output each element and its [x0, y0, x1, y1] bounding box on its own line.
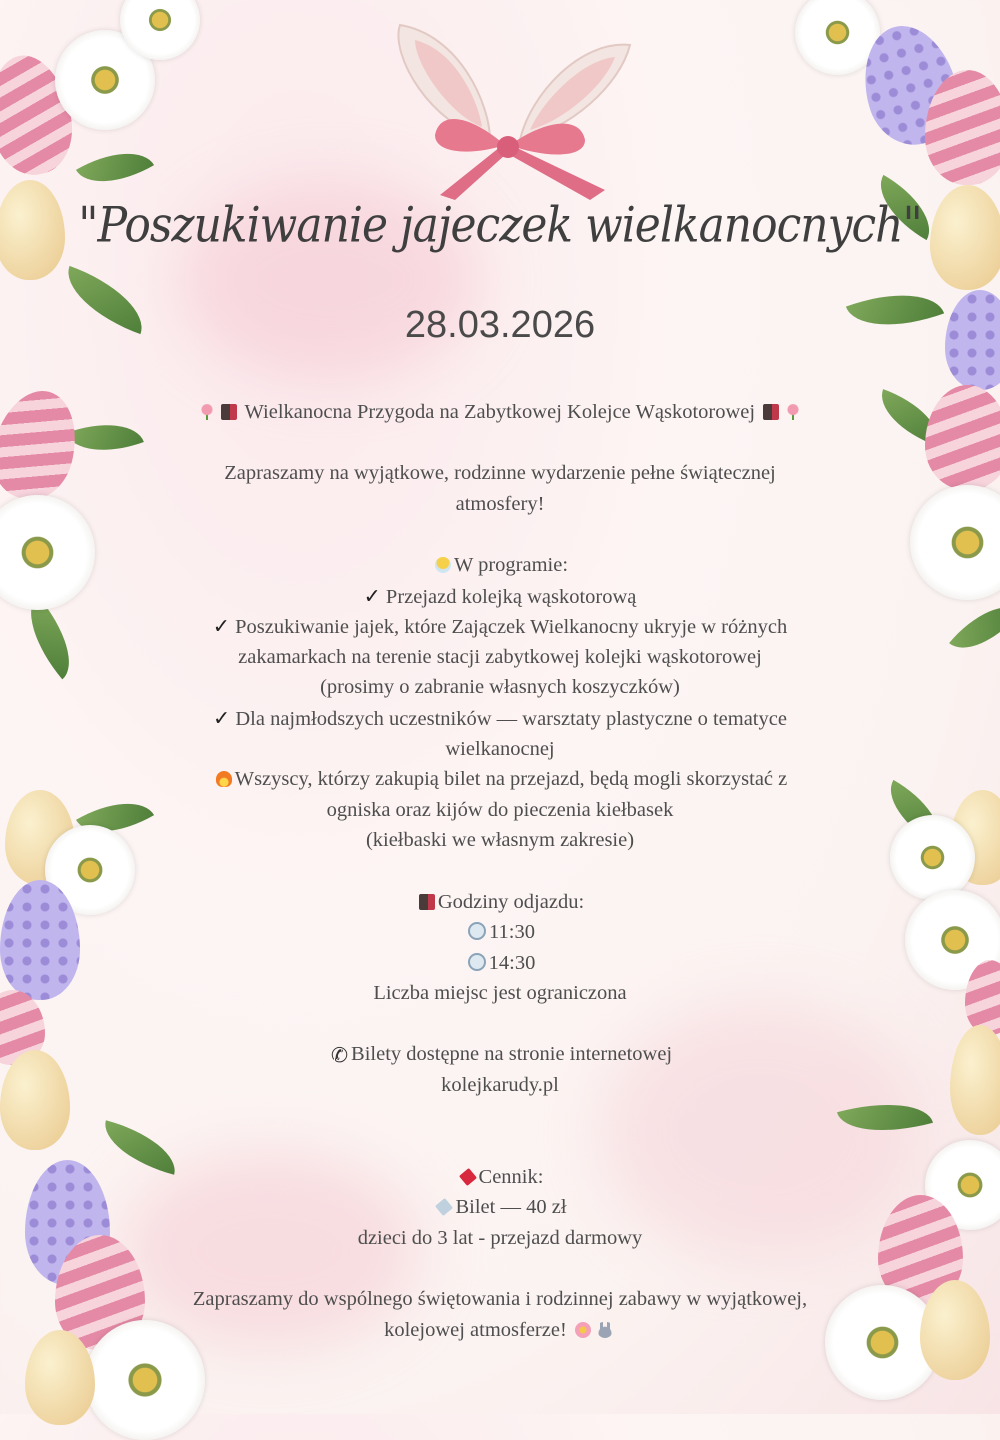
- poster-body: [0, 397, 1000, 1345]
- intro-line: Zapraszamy na wyjątkowe, rodzinne wydarzenie pełne świątecznej: [224, 462, 776, 485]
- headline: Wielkanocna Przygoda na Zabytkowej Kolejce Wąskotorowej: [0, 397, 1000, 428]
- check-icon: ✓: [213, 705, 231, 730]
- event-date: 28.03.2026: [404, 304, 596, 346]
- pricing-heading: Cennik:: [0, 1162, 1000, 1193]
- train-icon: [419, 894, 435, 910]
- clock-icon: [468, 922, 486, 940]
- poster-title: "Poszukiwanie jajeczek wielkanocnych": [78, 197, 922, 254]
- price: Bilet — 40 zł: [0, 1192, 1000, 1223]
- tulip-icon: [785, 404, 801, 420]
- program-item-cont: wielkanocnej: [445, 737, 555, 760]
- train-icon: [763, 404, 779, 420]
- clock-icon: [468, 953, 486, 971]
- program-item: ✓ Dla najmłodszych uczestników — warsztaty plastyczne o tematyce: [213, 705, 787, 730]
- chick-icon: [435, 557, 451, 573]
- tulip-icon: [199, 404, 215, 420]
- tickets-info: ✆ Bilety dostępne na stronie internetowej: [0, 1039, 1000, 1070]
- kids-note: dzieci do 3 lat - przejazd darmowy: [357, 1227, 643, 1250]
- train-icon: [221, 404, 237, 420]
- departures-heading: Godziny odjazdu:: [0, 887, 1000, 918]
- program-item-cont: ogniska oraz kijów do pieczenia kiełbasek: [326, 798, 674, 821]
- fire-icon: [216, 771, 232, 787]
- outro-line: kolejowej atmosferze!: [0, 1315, 1000, 1346]
- ticket-icon: [459, 1168, 477, 1186]
- program-item: ✓ Przejazd kolejką wąskotorową: [363, 583, 637, 608]
- check-icon: ✓: [363, 583, 381, 608]
- program-heading: W programie:: [0, 550, 1000, 581]
- program-item: ✓ Poszukiwanie jajek, które Zajączek Wielkanocny ukryje w różnych: [212, 614, 788, 639]
- leaf: [76, 135, 154, 200]
- outro-line: Zapraszamy do wspólnego świętowania i rodzinnej zabawy w wyjątkowej,: [192, 1288, 808, 1311]
- phone-icon: ✆: [330, 1043, 349, 1068]
- check-icon: ✓: [212, 614, 230, 639]
- flower-icon: [575, 1322, 591, 1338]
- rabbit-icon: [597, 1322, 613, 1338]
- program-item-cont: (kiełbaski we własnym zakresie): [365, 829, 635, 852]
- program-item-cont: zakamarkach na terenie stacji zabytkowej kolejki wąskotorowej: [238, 645, 762, 668]
- departure-time: 14:30: [0, 948, 1000, 979]
- departure-time: 11:30: [0, 917, 1000, 948]
- website-link[interactable]: kolejkarudy.pl: [441, 1074, 559, 1097]
- bunny-ears-bow-illustration: [380, 15, 640, 205]
- program-item-cont: (prosimy o zabranie własnych koszyczków): [320, 676, 680, 699]
- ticket-icon: [435, 1198, 453, 1216]
- intro-line: atmosfery!: [455, 492, 545, 515]
- program-item: Wszyscy, którzy zakupią bilet na przejazd, będą mogli skorzystać z: [0, 764, 1000, 795]
- seats-note: Liczba miejsc jest ograniczona: [373, 982, 627, 1005]
